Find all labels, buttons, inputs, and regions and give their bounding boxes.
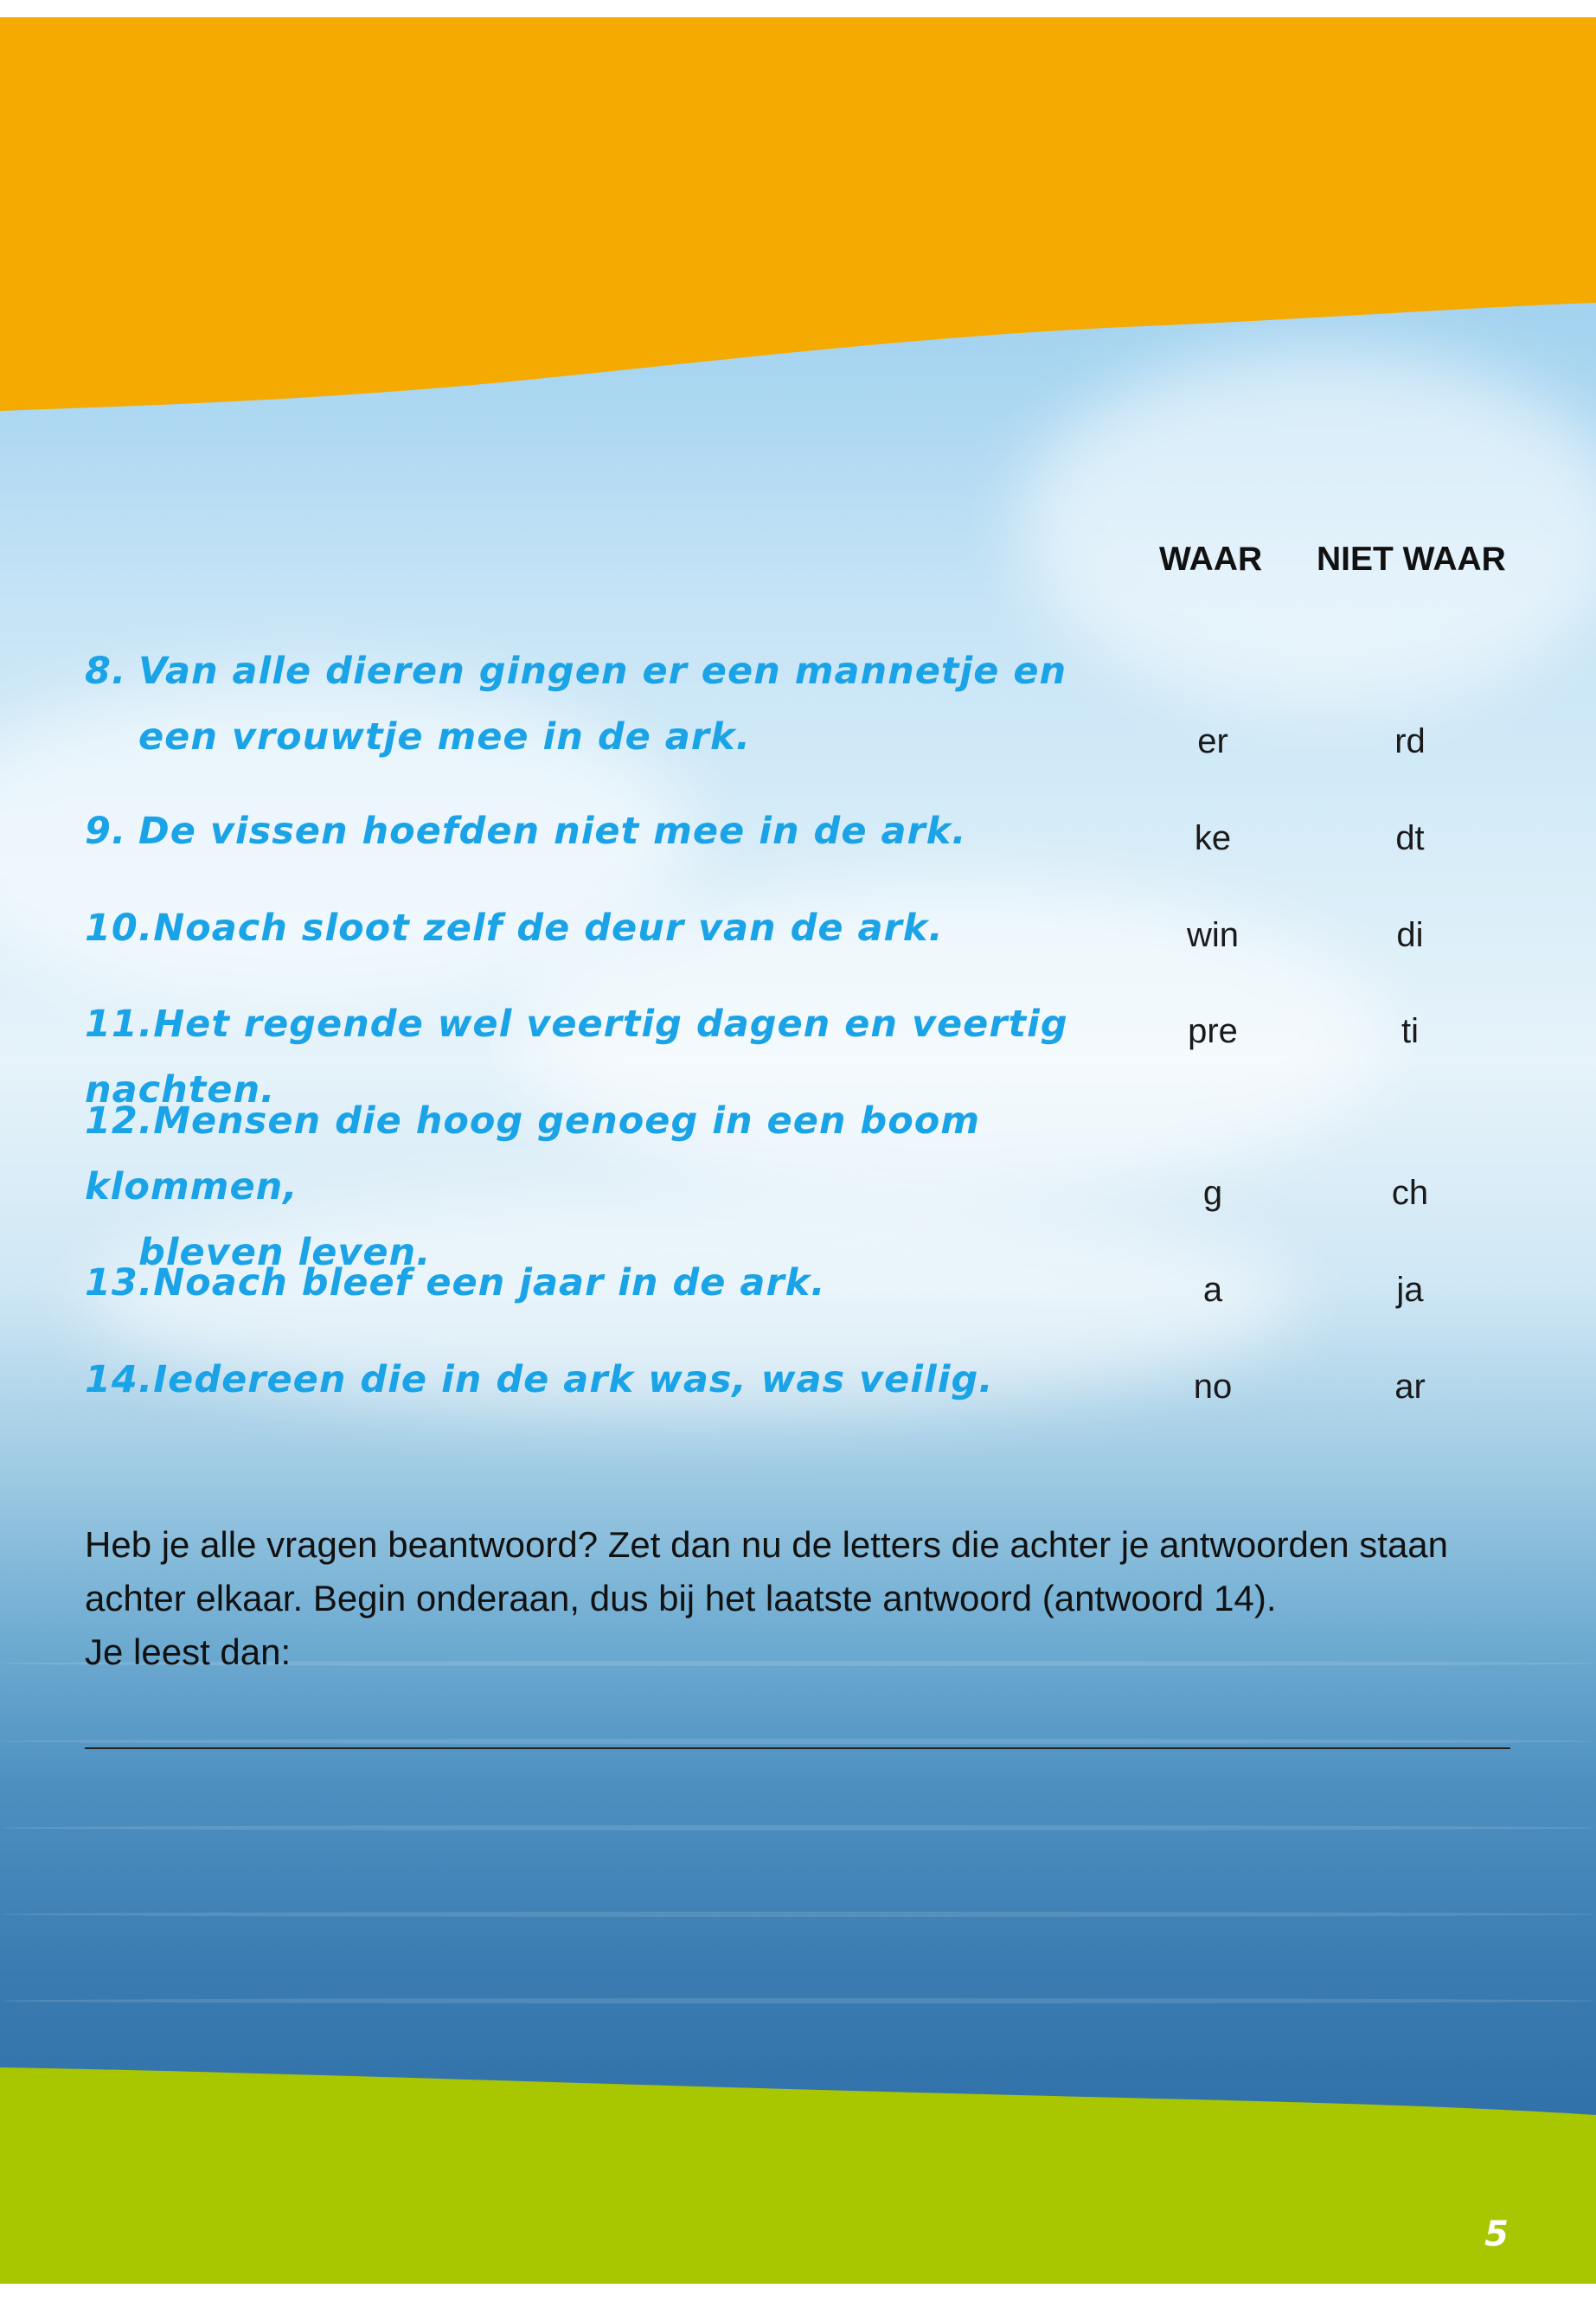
- question-text: Noach bleef een jaar in de ark.: [153, 1261, 826, 1304]
- question-10: [85, 895, 1123, 961]
- answer-niet-waar-8: rd: [1394, 722, 1426, 760]
- question-text: Van alle dieren gingen er een mannetje en: [138, 650, 1067, 693]
- question-number: 11.: [85, 1003, 154, 1046]
- instructions-line: Je leest dan:: [85, 1631, 292, 1672]
- question-number: 12.: [85, 1099, 154, 1143]
- column-header-waar: WAAR: [1159, 541, 1263, 578]
- question-14: [85, 1347, 1123, 1413]
- question-text-continued: bleven leven.: [138, 1231, 432, 1274]
- question-9: [85, 798, 1123, 864]
- page-number: 5: [1484, 2214, 1509, 2254]
- question-8: [85, 638, 1123, 770]
- answer-waar-10: win: [1186, 916, 1240, 954]
- question-text: Het regende wel veertig dagen en veertig nachten.: [85, 1003, 1068, 1112]
- instructions-line: Heb je alle vragen beantwoord? Zet dan nu de letters die achter je antwoorden staan: [85, 1524, 1449, 1565]
- answer-write-line[interactable]: [85, 1747, 1510, 1749]
- sea-ripple: [0, 1912, 1596, 1917]
- answer-waar-11: pre: [1188, 1012, 1238, 1050]
- question-number: 8.: [85, 650, 127, 693]
- answer-niet-waar-14: ar: [1394, 1368, 1426, 1406]
- question-text: Iedereen die in de ark was, was veilig.: [153, 1358, 994, 1401]
- question-text: De vissen hoefden niet mee in de ark.: [138, 810, 967, 853]
- question-number: 9.: [85, 810, 127, 853]
- question-13: [85, 1250, 1123, 1316]
- instructions-line: achter elkaar. Begin onderaan, dus bij het laatste antwoord (antwoord 14).: [85, 1578, 1277, 1618]
- green-band-shape: [0, 2067, 1596, 2284]
- green-footer-band: [0, 2067, 1596, 2284]
- answer-niet-waar-12: ch: [1391, 1174, 1429, 1212]
- question-number: 14.: [85, 1358, 154, 1401]
- sea-ripple: [0, 1998, 1596, 2003]
- workbook-page: [0, 17, 1596, 2284]
- sea-ripple: [0, 1739, 1596, 1744]
- column-header-niet-waar: NIET WAAR: [1317, 541, 1506, 578]
- sea-ripple: [0, 1825, 1596, 1830]
- answer-waar-9: ke: [1194, 819, 1232, 857]
- orange-band-shape: [0, 17, 1596, 411]
- answer-waar-8: er: [1197, 722, 1228, 760]
- orange-header-band: [0, 17, 1596, 415]
- instructions-text: [85, 1518, 1521, 1679]
- question-text: Mensen die hoog genoeg in een boom klommen,: [85, 1099, 981, 1208]
- question-number: 10.: [85, 907, 154, 950]
- answer-niet-waar-9: dt: [1395, 819, 1425, 857]
- question-text: Noach sloot zelf de deur van de ark.: [153, 907, 944, 950]
- answer-niet-waar-10: di: [1396, 916, 1424, 954]
- question-number: 13.: [85, 1261, 154, 1304]
- answer-waar-12: g: [1202, 1174, 1223, 1212]
- answer-niet-waar-13: ja: [1396, 1271, 1424, 1309]
- question-text-continued: een vrouwtje mee in de ark.: [138, 715, 751, 759]
- answer-waar-13: a: [1202, 1271, 1223, 1309]
- answer-waar-14: no: [1193, 1368, 1233, 1406]
- answer-niet-waar-11: ti: [1401, 1012, 1419, 1050]
